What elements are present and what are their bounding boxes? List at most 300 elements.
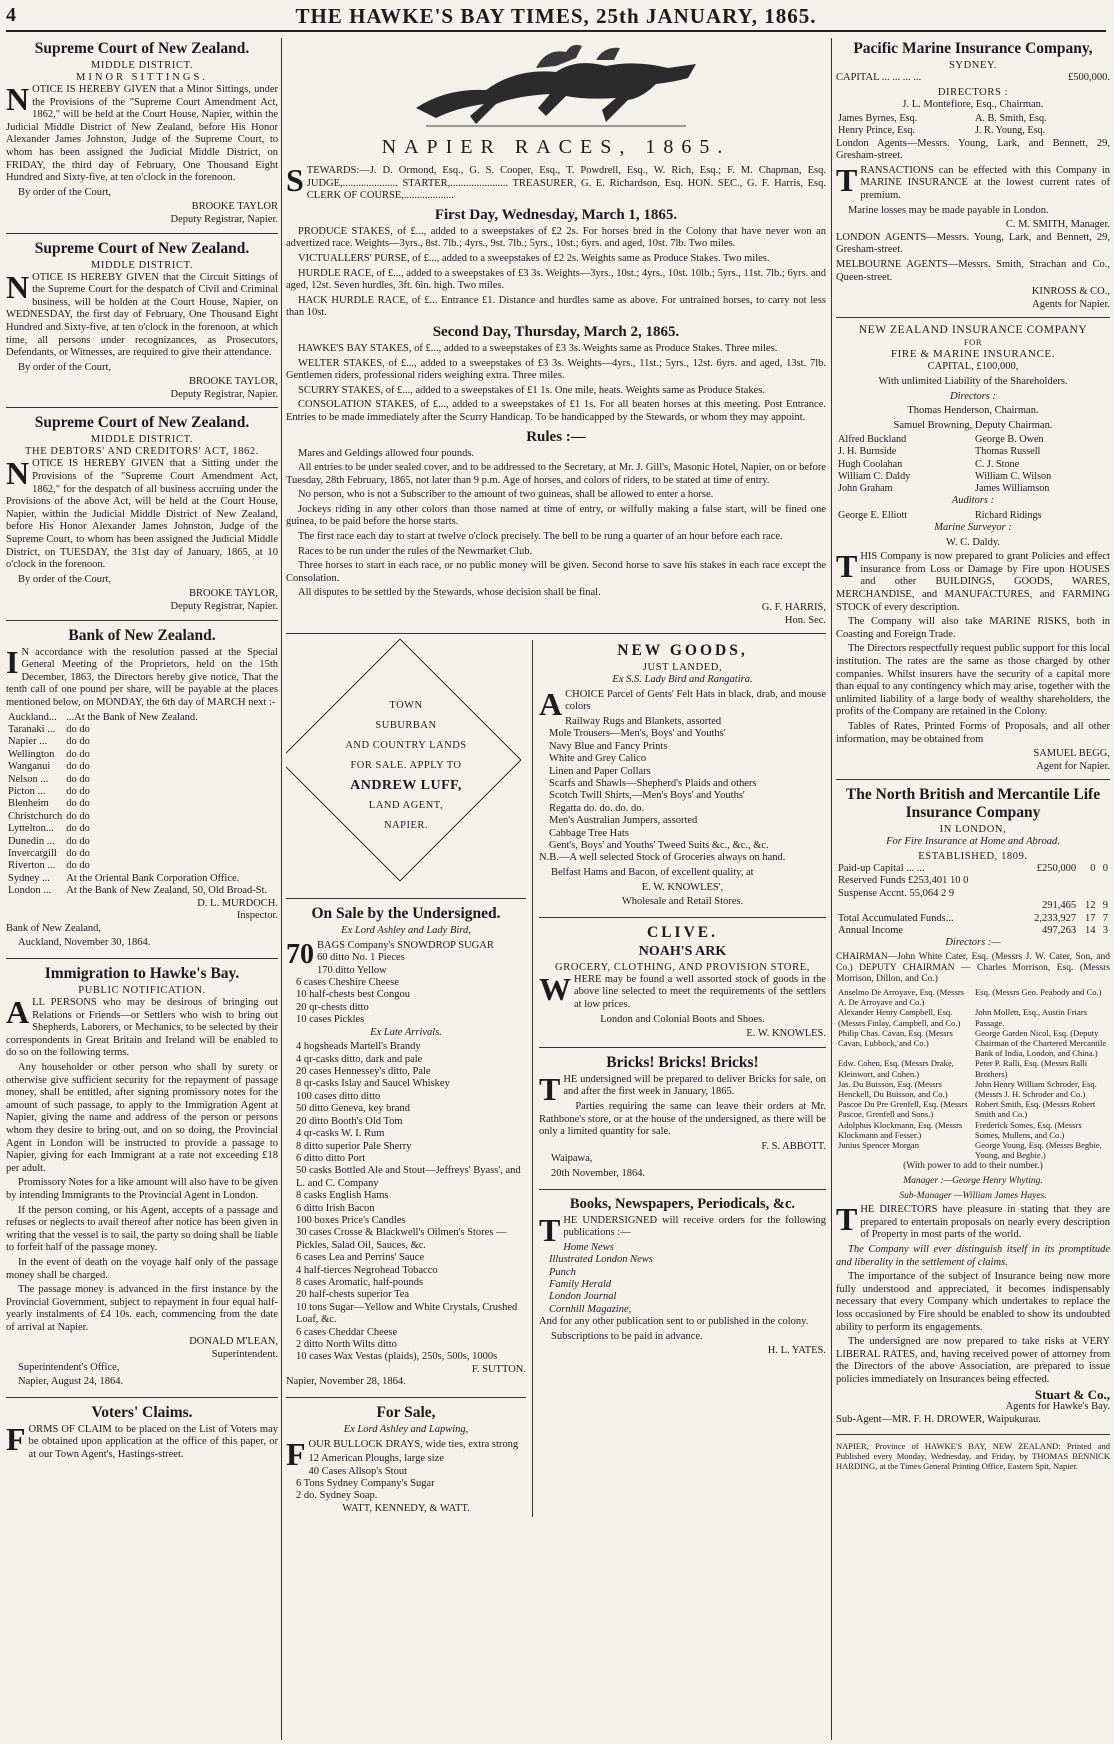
- diamond-text: [286, 646, 526, 886]
- diamond-line: AND COUNTRY LANDS: [345, 740, 467, 752]
- signature-name: F. S. ABBOTT.: [761, 1140, 826, 1152]
- goods-item: 6 ditto Irish Bacon: [296, 1202, 375, 1214]
- notice-heading: Voters' Claims.: [91, 1403, 193, 1421]
- bricks-advert: [539, 1054, 826, 1190]
- notice-body: N accordance with the resolution passed at the Special General Meeting of the Proprietors, held on the 15th December, 1863, the Directors hereby give notice, That the tenth call of one pound per share, will be payable at the places mentioned below, on MONDAY, the 6th day of MARCH next :-: [6, 646, 278, 708]
- advert-heading: Pacific Marine Insurance Company,: [853, 40, 1093, 57]
- signature-role: Agents for Napier.: [1032, 298, 1110, 310]
- bank-row: [6, 848, 269, 860]
- goods-item: 10 cases Pickles: [296, 1014, 365, 1026]
- diamond-line: LAND AGENT,: [368, 800, 444, 812]
- bank-venue: do do: [66, 798, 90, 810]
- new-goods-advert: [539, 642, 826, 918]
- advert-body: (With power to add to their number.): [903, 1161, 1043, 1172]
- advert-heading: On Sale by the Undersigned.: [311, 905, 501, 923]
- notice-body: ORMS OF CLAIM to be placed on the List of Voters may be obtained upon application at the office of this paper, or at our Town Agent's, Hastings-street.: [28, 1423, 278, 1461]
- funds-cell: 3: [1102, 925, 1108, 936]
- director-name: Junius Spencer Morgan: [838, 1140, 919, 1151]
- signature-name: SAMUEL BEGG,: [1033, 748, 1110, 760]
- goods-item: 170 ditto Yellow: [317, 964, 387, 976]
- race-day-heading: Second Day, Thursday, March 2, 1865.: [432, 323, 680, 340]
- goods-item: Men's Australian Jumpers, assorted: [549, 815, 698, 827]
- notice-footer: Napier, August 24, 1864.: [18, 1376, 124, 1388]
- signature-role: Agent for Napier.: [1036, 760, 1110, 772]
- bank-row: [6, 724, 269, 736]
- advert-body: HE undersigned will be prepared to deliver Bricks for sale, on and after the first week in January, 1865.: [563, 1073, 826, 1098]
- bank-row: [6, 885, 269, 897]
- notice-minor-sittings: [6, 40, 278, 234]
- advert-body: HERE may be found a well assorted stock of goods in the above line selected to meet the requirements of the settlers at low prices.: [574, 973, 826, 1011]
- goods-item: Cabbage Tree Hats: [549, 827, 629, 839]
- race-day-heading: First Day, Wednesday, March 1, 1865.: [434, 206, 678, 223]
- bank-row: [6, 774, 269, 786]
- signature-name: E. W. KNOWLES.: [746, 1028, 826, 1040]
- goods-list: [286, 1041, 526, 1364]
- drop-cap: I: [6, 643, 19, 680]
- goods-item: 6 Tons Sydney Company's Sugar: [296, 1478, 435, 1489]
- advert-body: London and Colonial Boots and Shoes.: [600, 1013, 765, 1025]
- center-left-subcolumn: [286, 640, 533, 1517]
- andrew-luff-advert: [286, 646, 526, 899]
- race-entry: HURDLE RACE, of £..., added to a sweepstakes of £3 3s. Weights—3yrs., 10st.; 4yrs., 10st. 10lb.; 5yrs., 11st. 7lb.; 6yrs. and aged, 12st. Seven hurdles, 3ft. 6in. high. Two miles.: [286, 267, 826, 292]
- race-list-day2: [286, 343, 826, 425]
- notice-footer: Superintendent's Office,: [18, 1361, 120, 1373]
- goods-item: 20 ditto Booth's Old Tom: [296, 1115, 403, 1127]
- bank-place: Riverton ...: [8, 860, 56, 872]
- bank-place: Taranaki ...: [8, 723, 56, 735]
- notice-heading: Supreme Court of New Zealand.: [34, 40, 250, 57]
- directors-grid: [836, 987, 1110, 1160]
- masthead: [6, 4, 1106, 32]
- race-entry: SCURRY STAKES, of £..., added to a sweepstakes of £1 1s. One mile, heats. Weights same as Produce Stakes.: [298, 384, 765, 396]
- signature-name: WATT, KENNEDY, & WATT.: [342, 1502, 470, 1514]
- advert-body: With unlimited Liability of the Shareholders.: [878, 375, 1068, 387]
- notice-heading: Bank of New Zealand.: [68, 626, 216, 644]
- funds-cell: [836, 900, 1016, 912]
- races-stewards: TEWARDS:—J. D. Ormond, Esq., G. S. Cooper, Esq., T. Powdrell, Esq., W. Rich, Esq.; F. M. Chapman, Esq. JUDGE,..................... STARTER,...................... TREASURER, G. E. Richardson, Esq. HON. SEC., G. F. Harris, Esq. CLERK OF COURSE,...................: [306, 165, 826, 202]
- goods-item: 8 ditto superior Pale Sherry: [296, 1140, 412, 1152]
- funds-cell: Total Accumulated Funds...: [838, 912, 954, 924]
- notice-bank-nz: [6, 627, 278, 959]
- goods-item: 20 cases Hennessey's ditto, Pale: [296, 1066, 431, 1078]
- director-name: J. R. Young, Esq.: [975, 125, 1046, 137]
- bank-venue: do do: [66, 786, 90, 797]
- bank-venue: do do: [66, 860, 90, 872]
- signature-role: Superintendent.: [211, 1349, 278, 1361]
- director-name: Esq. (Messrs Geo. Peabody and Co.): [975, 987, 1102, 997]
- bank-venue: do do: [66, 773, 90, 785]
- director-name: A. B. Smith, Esq.: [975, 113, 1047, 125]
- notice-order: By order of the Court,: [18, 361, 112, 373]
- notice-body: If the person coming, or his Agent, accepts of a passage and refuses or neglects to avail thereof after notice has been given in writing that the vessel is to sail, the party so doing shall be liable to forfeit half of the passage money.: [6, 1204, 278, 1254]
- rule-item: The first race each day to start at twelve o'clock precisely. The bell to be rung a quarter of an hour before each race.: [298, 531, 783, 543]
- advert-body: Parties requiring the same can leave their orders at Mr. Rathbone's store, or at the house of the undersigned, as there will be only a limited quantity for sale.: [539, 1101, 826, 1138]
- manager-name: Manager :—George Henry Whyting.: [903, 1176, 1043, 1187]
- goods-item: BAGS Company's SNOWDROP SUGAR: [317, 939, 494, 951]
- notice-heading: Supreme Court of New Zealand.: [34, 239, 250, 257]
- bank-venue: At the Bank of New Zealand, 50, Old Broad-St.: [66, 885, 268, 897]
- advert-subheading: ESTABLISHED, 1809.: [918, 850, 1028, 862]
- notice-subheading: THE DEBTORS' AND CREDITORS' ACT, 1862.: [25, 446, 259, 458]
- advert-body: Belfast Hams and Bacon, of excellent quality, at: [551, 867, 754, 879]
- nz-insurance-advert: [836, 324, 1110, 780]
- funds-row: [836, 875, 1110, 887]
- advert-date: 20th November, 1864.: [551, 1167, 646, 1179]
- races-title: NAPIER RACES, 1865.: [381, 136, 731, 158]
- publication-item: Punch: [549, 1266, 576, 1278]
- bank-row: [6, 836, 269, 848]
- notice-heading: Immigration to Hawke's Bay.: [44, 965, 240, 983]
- director-name: Frederick Somes, Esq. (Messrs Somes, Mullens, and Co.): [975, 1119, 1082, 1140]
- director-name: Samuel Browning, Deputy Chairman.: [893, 419, 1053, 431]
- notice-immigration: [6, 965, 278, 1398]
- advert-body: CHOICE Parcel of Gents' Felt Hats in black, drab, and mouse colors: [565, 688, 826, 713]
- advert-subheading: JUST LANDED,: [642, 662, 723, 674]
- director-name: Thomas Russell: [975, 446, 1041, 458]
- diamond-line: FOR SALE. APPLY TO: [350, 760, 462, 772]
- bank-row: [6, 873, 269, 885]
- funds-cell: 12: [1085, 900, 1096, 912]
- rule-item: Three horses to start in each race, or no public money will be given. Second horse to save his stakes in each race except the Consolation.: [286, 560, 826, 584]
- bank-row: [6, 798, 269, 810]
- director-name: Hugh Coolahan: [838, 458, 903, 470]
- notice-voters-claims: [6, 1404, 278, 1462]
- diamond-line: TOWN: [389, 700, 423, 712]
- auditor-name: George E. Elliott: [838, 509, 908, 521]
- rule-item: Races to be run under the rules of the Newmarket Club.: [298, 545, 533, 557]
- advert-body: Tables of Rates, Printed Forms of Proposals, and all other information, may be obtained from: [836, 721, 1110, 745]
- advert-subheading: IN LONDON,: [939, 824, 1007, 836]
- notice-heading: Supreme Court of New Zealand.: [34, 414, 250, 432]
- advert-subheading: GROCERY, CLOTHING, AND PROVISION STORE,: [555, 961, 810, 973]
- notice-subheading: MIDDLE DISTRICT.: [90, 60, 194, 71]
- director-name: Peter P. Ralli, Esq. (Messrs Ralli Brothers): [975, 1058, 1088, 1079]
- signature-role: Agents for Hawke's Bay.: [1005, 1401, 1110, 1413]
- bank-venue: do do: [66, 810, 90, 822]
- advert-date: Napier, November 28, 1864.: [286, 1376, 406, 1388]
- drop-cap: F: [6, 1420, 26, 1457]
- funds-cell: 0: [1102, 862, 1108, 874]
- funds-cell: Suspense Accnt. 55,064 2 9: [838, 887, 955, 899]
- drop-cap: T: [836, 161, 858, 198]
- drop-cap: F: [286, 1435, 306, 1472]
- goods-item: 100 boxes Price's Candles: [296, 1214, 406, 1226]
- bank-row: [6, 736, 269, 748]
- publications-list: [539, 1242, 826, 1316]
- funds-row: [836, 913, 1110, 925]
- signature-role: Hon. Sec.: [784, 614, 826, 626]
- signature-name: F. SUTTON.: [471, 1363, 526, 1375]
- bank-place: Christchurch: [8, 810, 63, 822]
- capital-label: CAPITAL ... ... ... ...: [836, 72, 922, 83]
- director-name: John Graham: [838, 483, 893, 495]
- advert-body: HIS Company is now prepared to grant Policies and effect insurance from Loss or Damage by Fire upon HOUSES and other BUILDINGS, GOODS, WARES, MERCHANDISE, and MANUFACTURES, and FARMING STOCK of every description.: [836, 551, 1110, 613]
- drop-cap: T: [539, 1070, 561, 1107]
- publication-item: London Journal: [549, 1291, 617, 1303]
- goods-item: 20 qr-chests ditto: [296, 1001, 369, 1013]
- printer-imprint: NAPIER, Province of HAWKE'S BAY, NEW ZEALAND: Printed and Published every Monday, Wednesday, and Friday, by THOMAS BENNICK HARDING, at the Times General Printing Office, Eastern Spit, Napier.: [836, 1441, 1110, 1472]
- director-name: William C. Daldy: [838, 470, 911, 482]
- goods-item: 2 do. Sydney Soap.: [296, 1490, 378, 1502]
- advert-heading: Bricks! Bricks! Bricks!: [606, 1053, 759, 1071]
- goods-item: Navy Blue and Fancy Prints: [549, 740, 668, 752]
- column-rule: [281, 38, 282, 1740]
- signature-name: BROOKE TAYLOR: [191, 201, 278, 213]
- advert-heading: The North British and Mercantile Life Insurance Company: [845, 786, 1101, 822]
- advert-subheading: NOAH'S ARK: [638, 943, 727, 959]
- bank-venue: do do: [66, 761, 90, 773]
- bank-place: Lyttelton...: [8, 823, 54, 835]
- signature-name: C. M. SMITH, Manager.: [1005, 219, 1110, 231]
- bank-row: [6, 761, 269, 773]
- bank-place: Nelson ...: [8, 773, 49, 785]
- publication-item: Illustrated London News: [549, 1254, 653, 1266]
- signature-name: E. W. KNOWLES',: [641, 881, 724, 893]
- signature-name: G. F. HARRIS,: [761, 602, 826, 614]
- goods-item: 50 ditto Geneva, key brand: [296, 1103, 411, 1115]
- signature-name: DONALD M'LEAN,: [189, 1336, 278, 1348]
- goods-item: Mole Trousers—Men's, Boys' and Youths': [549, 728, 726, 740]
- diamond-advert: [286, 646, 526, 886]
- goods-item: 20 half-chests superior Tea: [296, 1289, 410, 1301]
- signature-name: H. L. YATES.: [767, 1345, 826, 1357]
- drop-cap: 70: [286, 938, 314, 970]
- bank-row: [6, 860, 269, 872]
- signature-role: Deputy Registrar, Napier.: [170, 388, 278, 400]
- notice-body: OTICE IS HEREBY GIVEN that a Sitting under the Provisions of the "Supreme Court Amendment Act, 1862," for the despatch of all business accruing under the Provisions of the above Act, will be held at the Court House, Napier, within the Judicial Middle District of New Zealand, before His Honor Alexander James Johnston, Judge of the Supreme Court, to whom has been assigned the Judicial Middle District, on TUESDAY, the 31st day of January, 1865, at 10 o'clock in the forenoon.: [6, 458, 278, 571]
- goods-list: [286, 1453, 526, 1503]
- signature-role: Inspector.: [236, 910, 278, 922]
- advert-body: The undersigned are now prepared to take risks at VERY LIBERAL RATES, and, having received power of attorney from the Directors of the above Association, are prepared to issue policies immediately on Insurances being effected.: [836, 1336, 1110, 1385]
- director-name: Alexander Henry Campbell, Esq. (Messrs Finlay, Campbell, and Co.): [838, 1007, 961, 1028]
- notice-subheading: PUBLIC NOTIFICATION.: [78, 985, 206, 997]
- director-name: Anselmo De Arroyave, Esq. (Messrs A. De Arroyave and Co.): [838, 987, 965, 1008]
- north-british-advert: [836, 786, 1110, 1435]
- bank-row: [6, 712, 269, 724]
- goods-item: 8 casks English Hams: [296, 1190, 389, 1202]
- bank-places-table: [6, 712, 269, 898]
- rule-item: Mares and Geldings allowed four pounds.: [298, 447, 475, 459]
- signature-name: D. L. MURDOCH.: [197, 897, 278, 909]
- rules-heading: Rules :—: [526, 428, 586, 445]
- race-entry: PRODUCE STAKES, of £..., added to a sweepstakes of £2 2s. For horses bred in the Colony that have never won an advertized race. Weights—3yrs., 8st. 7lb.; 4yrs., 9st. 7lb.; 5yrs., 10st.; 6yrs. and aged, 10st. 7lb. Two miles.: [286, 225, 826, 250]
- bank-venue: At the Oriental Bank Corporation Office.: [66, 872, 240, 884]
- funds-cell: Annual Income: [838, 925, 904, 936]
- notice-circuit-sittings: [6, 240, 278, 409]
- bank-place: Dunedin ...: [8, 835, 55, 847]
- advert-heading: For Sale,: [376, 1404, 436, 1421]
- race-entry: WELTER STAKES, of £..., added to a sweepstakes of £3 3s. Weights—4yrs., 11st.; 5yrs., 12st. 6yrs. and aged, 13st. 7lb. Gentlemen riders, professional riders weighing extra. Three miles.: [286, 357, 826, 382]
- notice-order: By order of the Court,: [18, 186, 112, 198]
- books-advert: [539, 1196, 826, 1358]
- goods-list: [539, 716, 826, 852]
- funds-cell: Reserved Funds £253,401 10 0: [838, 875, 969, 887]
- bank-row: [6, 786, 269, 798]
- drop-cap: N: [6, 455, 30, 492]
- manager-name: Sub-Manager —William James Hayes.: [899, 1190, 1047, 1201]
- goods-item: 10 half-chests best Congou: [296, 989, 411, 1001]
- capital-value: CAPITAL, £100,000,: [927, 361, 1019, 373]
- funds-cell: £250,000: [1036, 862, 1077, 874]
- funds-cell: Paid-up Capital ... ...: [838, 862, 925, 874]
- rule-item: Jockeys riding in any other colors than those named at time of entry, or wilfully making a false start, will be fined one guinea, to be paid before the horse starts.: [286, 503, 826, 528]
- notice-body: Any householder or other person who shall by surety or otherwise give sufficient security for the repayment of passage money, shall be entitled, after signing promissory notes for the amount of such passage, to apply to the Immigration Agent at Napier, giving the name and address of the person or persons whom they desire to bring out, and on so doing, the Provincial Agent in London will be instructed to provide a passage to Napier, giving for each Immigrant at a rate not exceeding £18 per adult.: [6, 1062, 278, 1174]
- goods-item: 50 casks Bottled Ale and Stout—Jeffreys' Byass', and L. and C. Company: [296, 1165, 521, 1189]
- drop-cap: A: [539, 685, 563, 722]
- goods-item: 8 cases Aromatic, half-pounds: [296, 1276, 424, 1288]
- goods-item: 6 cases Cheddar Cheese: [296, 1326, 398, 1338]
- page-number: 4: [6, 4, 16, 26]
- bank-place: Blenheim: [8, 798, 49, 810]
- notice-body: In the event of death on the voyage half only of the passage money shall be charged.: [6, 1256, 278, 1281]
- column-rule: [831, 38, 832, 1740]
- diamond-line: NAPIER.: [383, 820, 429, 832]
- goods-item: 6 ditto ditto Port: [296, 1152, 366, 1164]
- funds-cell: 14: [1085, 925, 1096, 936]
- advert-body: HE UNDERSIGNED will receive orders for the following publications :—: [563, 1214, 826, 1239]
- advert-subheading: Ex Late Arrivals.: [370, 1026, 442, 1038]
- advert-body: N.B.—A well selected Stock of Groceries always on hand.: [539, 852, 786, 864]
- directors-heading: Directors :: [950, 390, 996, 402]
- funds-cell: [1016, 875, 1078, 887]
- funds-table: [836, 863, 1110, 937]
- goods-item: 100 cases ditto ditto: [296, 1090, 381, 1102]
- notice-footer: Auckland, November 30, 1864.: [18, 937, 151, 949]
- notice-subheading: MIDDLE DISTRICT.: [90, 434, 194, 446]
- funds-cell: [1098, 888, 1110, 900]
- goods-item: 6 cases Lea and Perrins' Sauce: [296, 1252, 425, 1264]
- advert-body: Marine losses may be made payable in London.: [848, 204, 1049, 216]
- goods-item: 60 ditto No. 1 Pieces: [317, 952, 405, 964]
- advert-heading: NEW ZEALAND INSURANCE COMPANY: [858, 324, 1088, 337]
- drop-cap: T: [836, 548, 858, 585]
- publication-item: Family Herald: [549, 1278, 612, 1290]
- notice-body: OTICE IS HEREBY GIVEN that the Circuit Sittings of the Supreme Court for the despatch of Civil and Criminal business, will be holden at the Court House, Napier, on WEDNESDAY, the first day of February, One Thousand Eight Hundred and Sixty-five, at ten o'clock in the forenoon, at which time, all persons under recognizances, as Prosecutors, Defendants, or Witnesses, are required to give their attendance.: [6, 271, 278, 359]
- notice-order: By order of the Court,: [18, 573, 112, 585]
- advert-subheading: SYDNEY.: [948, 60, 998, 71]
- auditor-name: Richard Ridings: [975, 509, 1042, 521]
- bank-venue: ...At the Bank of New Zealand.: [66, 711, 198, 723]
- advert-heading: NEW GOODS,: [617, 642, 748, 660]
- funds-cell: 7: [1102, 912, 1108, 924]
- goods-item: 12 American Ploughs, large size: [308, 1453, 444, 1465]
- director-name: Henry Prince, Esq.: [838, 125, 915, 137]
- bank-row: [6, 749, 269, 761]
- bank-row: [6, 823, 269, 835]
- director-name: J. H. Burnside: [838, 446, 897, 458]
- goods-item: Scarfs and Shawls—Shepherd's Plaids and others: [549, 778, 757, 790]
- advert-subheading: FIRE & MARINE INSURANCE.: [890, 348, 1056, 361]
- funds-cell: [1078, 888, 1097, 900]
- funds-cell: [1078, 875, 1097, 887]
- notice-footer: Bank of New Zealand,: [6, 922, 102, 934]
- bank-place: Auckland...: [8, 711, 57, 723]
- funds-cell: [1016, 888, 1078, 900]
- signature-role: Wholesale and Retail Stores.: [621, 896, 744, 908]
- funds-cell: 0: [1090, 862, 1096, 874]
- race-entry: VICTUALLERS' PURSE, of £..., added to a sweepstakes of £2 2s. Weights same as Produce Stakes. Two miles.: [298, 252, 770, 264]
- bank-venue: do do: [66, 748, 90, 760]
- drop-cap: T: [836, 1201, 858, 1238]
- drop-cap: N: [6, 268, 30, 305]
- goods-item: Scotch Twill Shirts,—Men's Boys' and Youths': [549, 790, 745, 802]
- funds-row: [836, 863, 1110, 875]
- bank-venue: do do: [66, 823, 90, 835]
- goods-item: 30 cases Crosse & Blackwell's Oilmen's Stores —Pickles, Salad Oil, Sauces, &c.: [296, 1227, 507, 1251]
- auditors-grid: [836, 510, 1110, 522]
- director-name: Philip Chas. Cavan, Esq. (Messrs Cavan, Lubbock, and Co.): [838, 1027, 953, 1049]
- diamond-line: SUBURBAN: [375, 720, 437, 732]
- racehorses-engraving: [406, 38, 706, 130]
- bank-venue: do do: [66, 723, 90, 735]
- advert-body: LONDON AGENTS—Messrs. Young, Lark, and Bennett, 29, Gresham-street.: [836, 231, 1110, 256]
- notice-subheading: MIDDLE DISTRICT.: [90, 259, 194, 271]
- drop-cap: T: [539, 1211, 561, 1248]
- directors-grid: [836, 113, 1110, 137]
- race-list-day1: [286, 226, 826, 320]
- director-name: Adolphus Klockmann, Esq. (Messrs Klockmann and Fesser.): [838, 1119, 963, 1140]
- director-name: John Mollett, Esq., Austin Friars Passage.: [975, 1007, 1087, 1028]
- directors-grid: [836, 434, 1110, 495]
- goods-item: Gent's, Boys' and Youths' Tweed Suits &c., &c., &c.: [549, 840, 769, 852]
- goods-item: 6 cases Cheshire Cheese: [296, 977, 399, 989]
- center-right-subcolumn: [533, 640, 826, 1517]
- funds-row: [836, 925, 1110, 937]
- race-entry: CONSOLATION STAKES, of £..., added to a sweepstakes of £1 1s. For all beaten horses at this meeting. Post Entrance. Entries to be made immediately after the Scurry Handicap. To be handicapped by the Stewards, or whom they may appoint.: [286, 399, 826, 423]
- race-entry: HAWKE'S BAY STAKES, of £..., added to a sweepstakes of £3 3s. Weights same as Produce Stakes. Three miles.: [298, 342, 778, 354]
- rule-item: No person, who is not a Subscriber to the amount of two guineas, shall be allowed to enter a horse.: [298, 489, 714, 501]
- funds-row: [836, 900, 1110, 912]
- publication-item: Home News: [563, 1241, 614, 1253]
- directors-heading: DIRECTORS :: [937, 86, 1009, 98]
- advert-ships: Ex Lord Ashley and Lady Bird,: [341, 925, 471, 937]
- director-name: J. L. Montefiore, Esq., Chairman.: [902, 98, 1044, 110]
- column-left: [6, 38, 278, 1740]
- director-name: Thomas Henderson, Chairman.: [907, 405, 1039, 417]
- newspaper-title: THE HAWKE'S BAY TIMES, 25th JANUARY, 1865.: [295, 4, 817, 28]
- for-sale-advert: [286, 1404, 526, 1515]
- advert-body: HE DIRECTORS have pleasure in stating that they are prepared to entertain proposals on nearly every description of Property in most parts of the world.: [860, 1204, 1110, 1241]
- bank-venue: do do: [66, 736, 90, 748]
- director-name: Robert Smith, Esq. (Messrs Robert Smith and Co.): [975, 1099, 1096, 1120]
- bank-venue: do do: [66, 835, 90, 847]
- director-name: James Williamson: [975, 483, 1050, 495]
- center-split: [286, 640, 826, 1517]
- advert-body: The importance of the subject of Insurance being now more fully understood and appreciated, it becomes indispensably necessary that every Company which undertakes to replace the loss occasioned by Fire should be enabled to show its undoubted ability to perform its engagements.: [836, 1271, 1110, 1333]
- director-name: George Garden Nicol, Esq. (Deputy Chairman of the Chartered Mercantile Bank of India, London, and China.): [975, 1027, 1107, 1059]
- goods-item: 10 cases Wax Vestas (plaids), 250s, 500s, 1000s: [296, 1351, 498, 1363]
- director-name: Jas. Du Buisson, Esq. (Messrs Henckell, Du Buisson, and Co.): [838, 1078, 948, 1100]
- goods-item: Linen and Paper Collars: [549, 765, 651, 777]
- napier-races-advert: NAPIER RACES, 1865. STEWARDS:—J. D. Ormond, Esq., G. S. Cooper, Esq., T. Powdrell, Esq., W. Rich, Esq.; F. M. Chapman, Esq. JUDGE,..................... STARTER,...................... TREASURER, G. E. Richardson, Esq. HON. SEC., G. F. Harris, Esq. CLERK OF COURSE,................... First Day, Wednesday, March 1, 1865. PRODUCE STAKES, of £..., added to a sweepstakes of £2 2s. For horses bred in the Colony that have never won an advertized race. Weights—3yrs., 8st. 7lb.; 4yrs., 9st. 7lb.; 5yrs., 10st.; 6yrs. and aged, 10st. 7lb. Two miles. VICTUALLERS' PURSE, of £..., added to a sweepstakes of £2 2s. Weights same as Produce Stakes. Two miles. HURDLE RACE, of £..., added to a sweepstakes of £3 3s. Weights—3yrs., 10st.; 4yrs., 10st. 10lb.; 5yrs., 11st. 7lb.; 6yrs. and aged, 12st. Seven hurdles, 3ft. 6in. high. Two miles. HACK HURDLE RACE, of £... Entrance £1. Distance and hurdles same as above. For untrained horses, to carry not less than 10st. Second Day, Thursday, March 2, 1865. HAWKE'S BAY STAKES, of £..., added to a sweepstakes of £3 3s. Weights same as Produce Stakes. Three miles. WELTER STAKES, of £..., added to a sweepstakes of £3 3s. Weights—4yrs., 11st.; 5yrs., 12st. 6yrs. and aged, 13st. 7lb. Gentlemen riders, professional riders weighing extra. Three miles. SCURRY STAKES, of £..., added to a sweepstakes of £1 1s. One mile, heats. Weights same as Produce Stakes. CONSOLATION STAKES, of £..., added to a sweepstakes of £1 1s. For all beaten horses at this meeting. Post Entrance. Entries to be made immediately after the Scurry Handicap. To be handicapped by the Stewards, or whom they may appoint. Rules :— Mares and Geldings allowed four pounds. All entries to be under sealed cover, and to be addressed to the Secretary, at Mr. J. Gill's, Masonic Hotel, Napier, on or before Tuesday, 28th February, 1865, not later than 9 p.m. Age of horses, and colors of riders, to be stated at time of entry. No person, who is not a Subscriber to the amount of two guineas, shall be allowed to enter a horse. Jockeys riding in any other colors than those named at time of entry, or wilfully making a false start, will be fined one guinea, to be paid before the horse starts. The first race each day to start at twelve o'clock precisely. The bell to be rung a quarter of an hour before each race. Races to be run under the rules of the Newmarket Club. Three horses to start in each race, or no public money will be given. Second horse to save his stakes in each race except the Consolation. All disputes to be settled by the Stewards, whose decision shall be final. G. F. HARRIS, Hon. Sec.: [286, 38, 826, 634]
- advert-body: The Company will also take MARINE RISKS, both in Coasting and Foreign Trade.: [836, 616, 1110, 640]
- director-name: Alfred Buckland: [838, 434, 907, 446]
- goods-item: Railway Rugs and Blankets, assorted: [565, 716, 722, 727]
- drop-cap: W: [539, 970, 571, 1007]
- drop-cap: A: [6, 994, 30, 1031]
- advert-subheading: FOR: [963, 337, 983, 348]
- director-name: Pascoe Du Pre Grenfell, Esq. (Messrs Pascoe, Grenfell and Sons.): [838, 1099, 968, 1120]
- funds-cell: 9: [1102, 900, 1108, 912]
- advert-body: And for any other publication sent to or published in the colony.: [539, 1316, 809, 1328]
- goods-item: 40 Cases Allsop's Stout: [308, 1465, 407, 1477]
- goods-item: 4 half-tierces Negrohead Tobacco: [296, 1264, 438, 1276]
- notice-subheading: MINOR SITTINGS.: [76, 72, 208, 83]
- director-name: William C. Wilson: [975, 470, 1052, 482]
- diamond-line: ANDREW LUFF,: [350, 778, 462, 794]
- bank-row: [6, 811, 269, 823]
- goods-item: 4 qr-casks ditto, dark and pale: [296, 1053, 423, 1065]
